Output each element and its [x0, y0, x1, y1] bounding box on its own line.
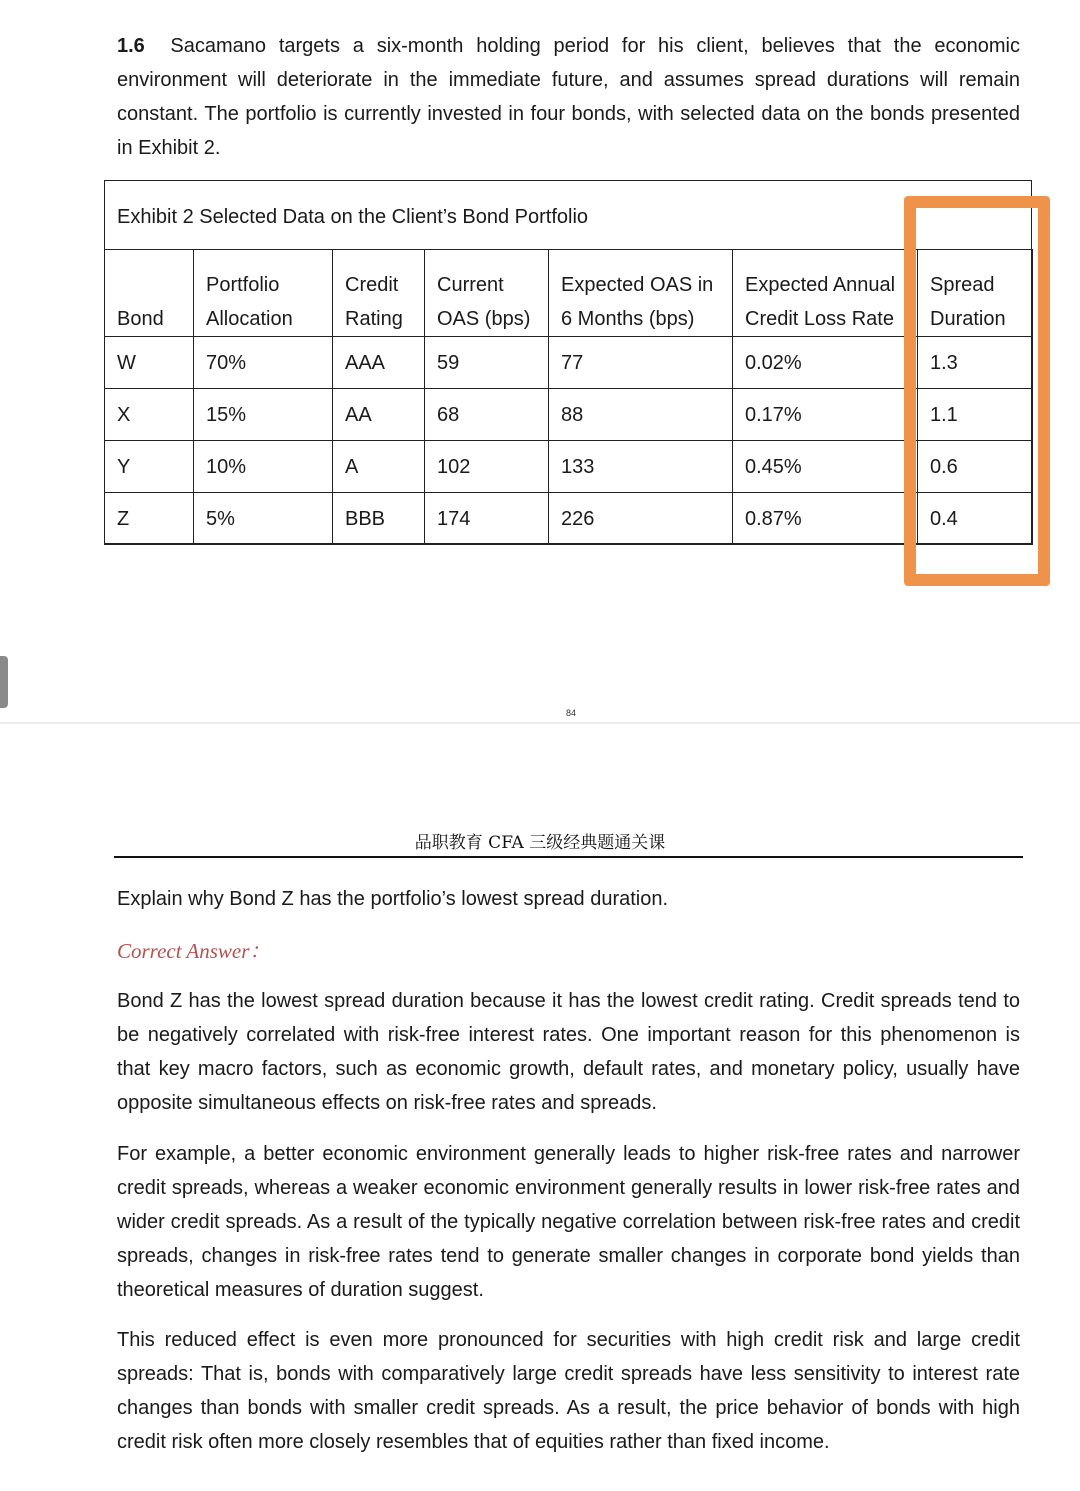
table-row: [105, 493, 1033, 545]
cell-rating: A: [333, 441, 425, 493]
cell-credit-loss: 0.02%: [733, 337, 918, 389]
cell-bond: Y: [105, 441, 194, 493]
correct-answer-label: Correct Answer：: [117, 939, 271, 963]
header-spread-duration: Spread Duration: [918, 250, 1033, 337]
cell-allocation: 70%: [194, 337, 333, 389]
header-rule: [114, 856, 1023, 858]
answer-paragraph-2: For example, a better economic environment generally leads to higher risk-free rates and narrower credit spreads, whereas a weaker economic environment generally results in lower risk-free rates and wider credit spreads. As a result of the typically negative correlation between risk-free rates and credit spreads, changes in risk-free rates tend to generate smaller changes in corporate bond yields than theoretical measures of duration suggest.: [117, 1143, 1020, 1301]
question-prompt: Explain why Bond Z has the portfolio’s lowest spread duration.: [117, 888, 669, 910]
table-header-row: [105, 250, 1033, 337]
scroll-handle[interactable]: [0, 656, 8, 708]
cell-expected-oas: 133: [549, 441, 733, 493]
cell-spread-duration: 1.3: [918, 337, 1033, 389]
cell-spread-duration: 0.4: [918, 493, 1033, 545]
answer-paragraph-1: Bond Z has the lowest spread duration because it has the lowest credit rating. Credit spreads tend to be negatively correlated with risk-free interest rates. One important reason for this phenomenon is that key macro factors, such as economic growth, default rates, and monetary policy, usually have opposite simultaneous effects on risk-free rates and spreads.: [117, 990, 1020, 1114]
question-paragraph: [117, 29, 1020, 165]
cell-bond: X: [105, 389, 194, 441]
bond-data-table: [104, 249, 1033, 545]
question-text: Sacamano targets a six-month holding period for his client, believes that the economic environment will deteriorate in the immediate future, and assumes spread durations will remain constant. The portfolio is currently invested in four bonds, with selected data on the bonds presented in Exhibit 2.: [117, 35, 1020, 159]
cell-allocation: 15%: [194, 389, 333, 441]
header-current-oas: Current OAS (bps): [425, 250, 549, 337]
cell-current-oas: 174: [425, 493, 549, 545]
answer-paragraph-3: This reduced effect is even more pronounced for securities with high credit risk and large credit spreads: That is, bonds with comparatively large credit spreads have less sensitivity to interest rate changes than bonds with smaller credit spreads. As a result, the price behavior of bonds with high credit risk often more closely resembles that of equities rather than fixed income.: [117, 1329, 1020, 1453]
cell-spread-duration: 0.6: [918, 441, 1033, 493]
header-expected-credit-loss: Expected Annual Credit Loss Rate: [733, 250, 918, 337]
table-row: [105, 389, 1033, 441]
cell-allocation: 10%: [194, 441, 333, 493]
cell-bond: Z: [105, 493, 194, 545]
header-bond: Bond: [105, 250, 194, 337]
cell-allocation: 5%: [194, 493, 333, 545]
exhibit-title: Exhibit 2 Selected Data on the Client’s Bond Portfolio: [117, 206, 589, 228]
cell-expected-oas: 77: [549, 337, 733, 389]
cell-current-oas: 59: [425, 337, 549, 389]
page-header: 品职教育 CFA 三级经典题通关课: [414, 833, 666, 853]
cell-current-oas: 68: [425, 389, 549, 441]
cell-rating: AAA: [333, 337, 425, 389]
page-number: 84: [566, 708, 577, 718]
cell-credit-loss: 0.45%: [733, 441, 918, 493]
cell-expected-oas: 226: [549, 493, 733, 545]
cell-credit-loss: 0.17%: [733, 389, 918, 441]
cell-rating: BBB: [333, 493, 425, 545]
table-row: [105, 441, 1033, 493]
cell-credit-loss: 0.87%: [733, 493, 918, 545]
cell-spread-duration: 1.1: [918, 389, 1033, 441]
cell-bond: W: [105, 337, 194, 389]
header-credit-rating: Credit Rating: [333, 250, 425, 337]
header-portfolio-allocation: Portfolio Allocation: [194, 250, 333, 337]
cell-current-oas: 102: [425, 441, 549, 493]
question-number: 1.6: [117, 35, 145, 57]
page-separator: [0, 722, 1080, 724]
cell-rating: AA: [333, 389, 425, 441]
table-row: [105, 337, 1033, 389]
cell-expected-oas: 88: [549, 389, 733, 441]
header-expected-oas: Expected OAS in 6 Months (bps): [549, 250, 733, 337]
